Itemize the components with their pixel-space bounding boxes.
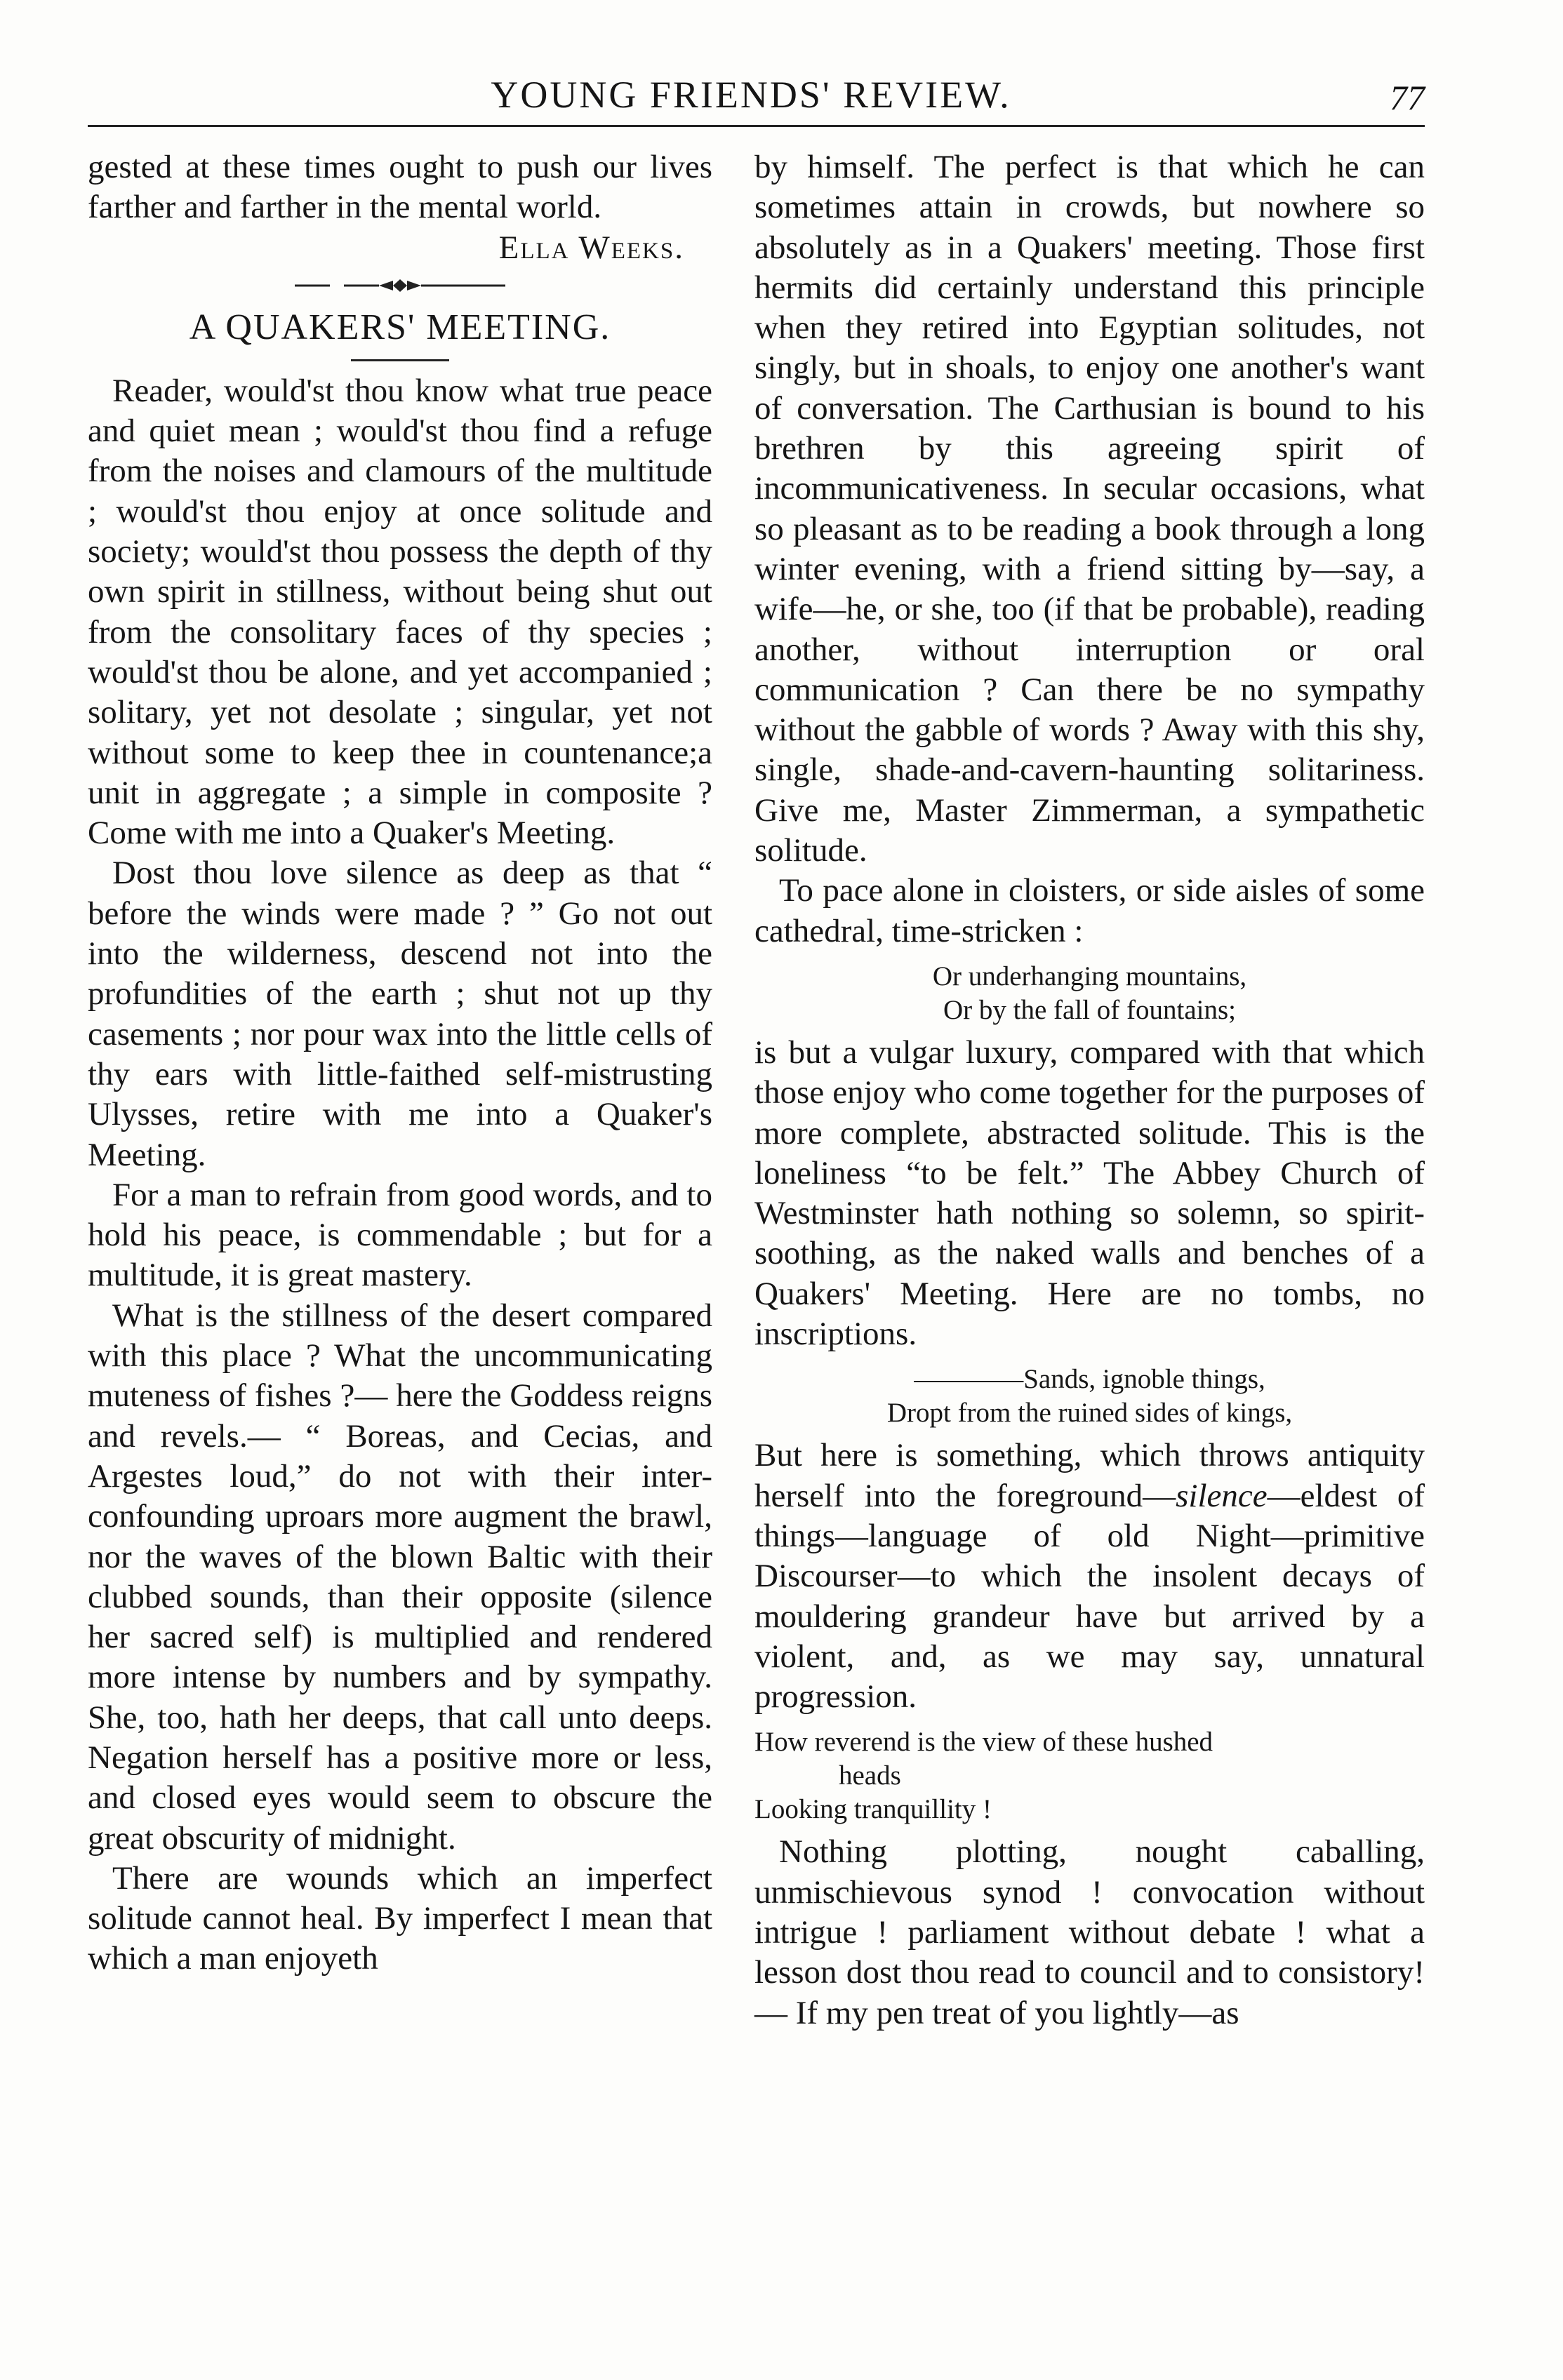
paragraph: is but a vulgar luxury, compared with that which those enjoy who come together for the purposes of more complete, abstracted solitude. This is the loneliness “to be felt.” The Abbey Church of Westminster hath nothing so solemn, so spirit-soothing, as the naked walls and benches of a Quakers' Meeting. Here are no tombs, no inscriptions. (754, 1034, 1425, 1353)
verse-quote (754, 960, 1425, 1027)
title-rule (351, 359, 449, 361)
right-column (754, 147, 1425, 2033)
text-run: But here is something, which throws antiquity herself into the foreground— (754, 1437, 1425, 1514)
verse-quote (754, 1363, 1425, 1430)
page-header (77, 70, 1425, 119)
text-run: —eldest of things—language of old Night—primitive Discourser—to which the insolent decays of mouldering grandeur have but arrived by a violent, and, as we may say, unnatural progression. (754, 1477, 1425, 1716)
paragraph: Dost thou love silence as deep as that “ before the winds were made ? ” Go not out into the wilderness, descend not into the profundities of the earth ; shut not up thy casements ; nor pour wax into the little cells of thy ears with little-faithed self-mistrusting Ulysses, retire with me into a Quaker's Meeting. (88, 855, 712, 1173)
paragraph: Reader, would'st thou know what true peace and quiet mean ; would'st thou find a refuge from the noises and clamours of the multitude ; would'st thou enjoy at once solitude and society; would'st thou possess the depth of thy own spirit in stillness, without being shut out from the consolitary faces of thy species ; would'st thou be alone, and yet accompanied ; solitary, yet not desolate ; singular, yet not without some to keep thee in countenance;a unit in aggregate ; a simple in composite ? Come with me into a Quaker's Meeting. (88, 372, 712, 852)
ornament-divider (281, 275, 519, 296)
verse-line: Dropt from the ruined sides of kings, (886, 1398, 1293, 1429)
paragraph-continued: gested at these times ought to push our lives farther and farther in the mental world. (88, 149, 712, 226)
article-title: A QUAKERS' MEETING. (189, 307, 611, 347)
verse-line: Or underhanging mountains, (932, 961, 1247, 991)
verse-line: ————Sands, ignoble things, (914, 1364, 1265, 1395)
verse-line: Looking tranquillity ! (754, 1794, 992, 1825)
paragraph: What is the stillness of the desert compared with this place ? What the uncommunicating muteness of fishes ?— here the Goddess reigns and revels.— “ Boreas, and Cecias, and Argestes loud,” do not with their inter-confounding uproars more augment the brawl, nor the waves of the blown Baltic with their clubbed sounds, than their opposite (silence her sacred self) is multiplied and rendered more intense by numbers and by sympathy. She, too, hath her deeps, that call unto deeps. Negation herself has a positive more or less, and closed eyes would seem to obscure the great obscurity of midnight. (88, 1297, 712, 1857)
verse-quote (754, 1725, 1425, 1826)
paragraph: To pace alone in cloisters, or side aisles of some cathedral, time-stricken : (754, 872, 1425, 949)
author-signature: Ella Weeks. (498, 229, 684, 266)
paragraph: Nothing plotting, nought caballing, unmischievous synod ! convocation without intrigue ! parliament without debate ! what a lesson dost thou read to council and to consistory!— If my pen treat of you lightly—as (754, 1833, 1425, 2031)
left-column (88, 147, 712, 1979)
paragraph (754, 1436, 1425, 1717)
paragraph: There are wounds which an imperfect solitude cannot heal. By imperfect I mean that which a man enjoyeth (88, 1859, 712, 1977)
verse-line: How reverend is the view of these hushed (754, 1727, 1213, 1758)
signature-line (88, 228, 712, 268)
header-rule (88, 125, 1425, 127)
verse-line: Or by the fall of fountains; (943, 994, 1236, 1025)
italic-text: silence (1176, 1477, 1268, 1514)
paragraph: For a man to refrain from good words, and to hold his peace, is commendable ; but for a multitude, it is great mastery. (88, 1176, 712, 1294)
paragraph-continued: by himself. The perfect is that which he can sometimes attain in crowds, but nowhere so absolutely as in a Quakers' meeting. Those first hermits did certainly understand this principle when they retired into Egyptian solitudes, not singly, but in shoals, to enjoy one another's want of conversation. The Carthusian is bound to his brethren by this agreeing spirit of incommunicativeness. In secular occasions, what so pleasant as to be reading a book through a long winter evening, with a friend sitting by—say, a wife—he, or she, too (if that be probable), reading another, without interruption or oral communication ? Can there be no sympathy without the gabble of words ? Away with this shy, single, shade-and-cavern-haunting solitariness. Give me, Master Zimmerman, a sympathetic solitude. (754, 149, 1425, 869)
page-number: 77 (1390, 78, 1425, 117)
verse-line: heads (839, 1760, 901, 1791)
running-head: YOUNG FRIENDS' REVIEW. (491, 74, 1011, 116)
